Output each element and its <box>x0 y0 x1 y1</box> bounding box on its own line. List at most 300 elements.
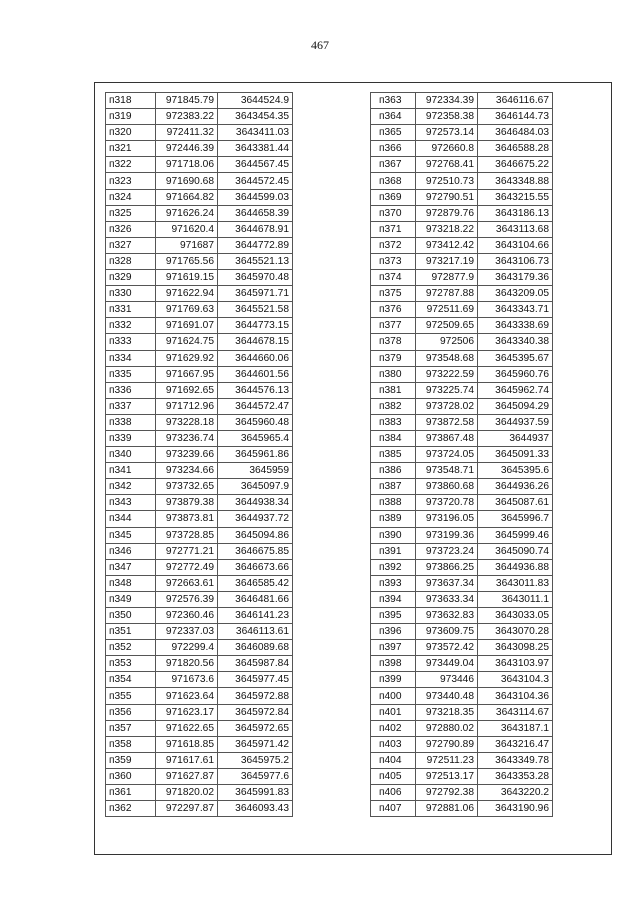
table-row <box>371 366 553 382</box>
point-id-cell: п337 <box>106 398 156 414</box>
x-coordinate-cell: 971617.61 <box>156 752 218 768</box>
table-row <box>106 109 293 125</box>
x-coordinate-cell: 973217.19 <box>416 253 478 269</box>
x-coordinate-cell: 972573.14 <box>416 125 478 141</box>
coordinates-table-left <box>105 92 293 817</box>
table-row <box>371 141 553 157</box>
y-coordinate-cell: 3643220.2 <box>478 785 553 801</box>
table-row <box>106 543 293 559</box>
y-coordinate-cell: 3645090.74 <box>478 543 553 559</box>
point-id-cell: п388 <box>371 495 416 511</box>
point-id-cell: п395 <box>371 608 416 624</box>
y-coordinate-cell: 3644936.26 <box>478 479 553 495</box>
point-id-cell: п362 <box>106 801 156 817</box>
point-id-cell: п378 <box>371 334 416 350</box>
x-coordinate-cell: 971820.56 <box>156 656 218 672</box>
point-id-cell: п353 <box>106 656 156 672</box>
x-coordinate-cell: 972509.65 <box>416 318 478 334</box>
point-id-cell: п401 <box>371 704 416 720</box>
table-row <box>106 591 293 607</box>
table-row <box>106 334 293 350</box>
x-coordinate-cell: 971664.82 <box>156 189 218 205</box>
table-row <box>106 189 293 205</box>
point-id-cell: п375 <box>371 286 416 302</box>
point-id-cell: п351 <box>106 624 156 640</box>
point-id-cell: п345 <box>106 527 156 543</box>
point-id-cell: п387 <box>371 479 416 495</box>
point-id-cell: п399 <box>371 672 416 688</box>
y-coordinate-cell: 3645972.88 <box>218 688 293 704</box>
y-coordinate-cell: 3643114.67 <box>478 704 553 720</box>
x-coordinate-cell: 973196.05 <box>416 511 478 527</box>
y-coordinate-cell: 3646673.66 <box>218 559 293 575</box>
x-coordinate-cell: 973572.42 <box>416 640 478 656</box>
y-coordinate-cell: 3643033.05 <box>478 608 553 624</box>
y-coordinate-cell: 3645991.83 <box>218 785 293 801</box>
point-id-cell: п367 <box>371 157 416 173</box>
point-id-cell: п341 <box>106 463 156 479</box>
y-coordinate-cell: 3643349.78 <box>478 752 553 768</box>
table-row <box>371 173 553 189</box>
point-id-cell: п390 <box>371 527 416 543</box>
point-id-cell: п339 <box>106 430 156 446</box>
y-coordinate-cell: 3644937.72 <box>218 511 293 527</box>
point-id-cell: п386 <box>371 463 416 479</box>
point-id-cell: п373 <box>371 253 416 269</box>
point-id-cell: п335 <box>106 366 156 382</box>
table-row <box>371 575 553 591</box>
table-row <box>371 157 553 173</box>
table-row <box>106 640 293 656</box>
y-coordinate-cell: 3645960.76 <box>478 366 553 382</box>
table-row <box>371 350 553 366</box>
x-coordinate-cell: 973860.68 <box>416 479 478 495</box>
table-row <box>106 237 293 253</box>
point-id-cell: п397 <box>371 640 416 656</box>
x-coordinate-cell: 972792.38 <box>416 785 478 801</box>
x-coordinate-cell: 971691.07 <box>156 318 218 334</box>
y-coordinate-cell: 3645970.48 <box>218 270 293 286</box>
table-row <box>371 93 553 109</box>
table-row <box>106 366 293 382</box>
table-row <box>106 173 293 189</box>
table-row <box>371 688 553 704</box>
point-id-cell: п372 <box>371 237 416 253</box>
y-coordinate-cell: 3643179.36 <box>478 270 553 286</box>
x-coordinate-cell: 972768.41 <box>416 157 478 173</box>
x-coordinate-cell: 972511.69 <box>416 302 478 318</box>
x-coordinate-cell: 972772.49 <box>156 559 218 575</box>
point-id-cell: п377 <box>371 318 416 334</box>
table-row <box>106 768 293 784</box>
x-coordinate-cell: 971820.02 <box>156 785 218 801</box>
y-coordinate-cell: 3643187.1 <box>478 720 553 736</box>
point-id-cell: п333 <box>106 334 156 350</box>
point-id-cell: п385 <box>371 447 416 463</box>
y-coordinate-cell: 3646093.43 <box>218 801 293 817</box>
x-coordinate-cell: 973723.24 <box>416 543 478 559</box>
x-coordinate-cell: 972663.61 <box>156 575 218 591</box>
y-coordinate-cell: 3646588.28 <box>478 141 553 157</box>
table-row <box>371 527 553 543</box>
x-coordinate-cell: 973872.58 <box>416 414 478 430</box>
table-row <box>371 720 553 736</box>
point-id-cell: п404 <box>371 752 416 768</box>
table-row <box>106 720 293 736</box>
table-row <box>106 125 293 141</box>
table-row <box>106 430 293 446</box>
table-body-left <box>106 93 293 817</box>
y-coordinate-cell: 3646116.67 <box>478 93 553 109</box>
point-id-cell: п376 <box>371 302 416 318</box>
y-coordinate-cell: 3644658.39 <box>218 205 293 221</box>
point-id-cell: п369 <box>371 189 416 205</box>
point-id-cell: п318 <box>106 93 156 109</box>
x-coordinate-cell: 971673.6 <box>156 672 218 688</box>
table-row <box>106 93 293 109</box>
point-id-cell: п330 <box>106 286 156 302</box>
x-coordinate-cell: 973632.83 <box>416 608 478 624</box>
x-coordinate-cell: 971690.68 <box>156 173 218 189</box>
y-coordinate-cell: 3645999.46 <box>478 527 553 543</box>
point-id-cell: п327 <box>106 237 156 253</box>
table-row <box>371 495 553 511</box>
table-row <box>371 270 553 286</box>
table-row <box>106 495 293 511</box>
point-id-cell: п405 <box>371 768 416 784</box>
coordinates-table-right <box>370 92 553 817</box>
point-id-cell: п365 <box>371 125 416 141</box>
table-row <box>371 430 553 446</box>
y-coordinate-cell: 3643340.38 <box>478 334 553 350</box>
point-id-cell: п342 <box>106 479 156 495</box>
table-row <box>106 350 293 366</box>
table-row <box>106 624 293 640</box>
table-row <box>371 752 553 768</box>
point-id-cell: п328 <box>106 253 156 269</box>
table-row <box>371 785 553 801</box>
x-coordinate-cell: 971765.56 <box>156 253 218 269</box>
table-row <box>106 801 293 817</box>
y-coordinate-cell: 3643381.44 <box>218 141 293 157</box>
y-coordinate-cell: 3643113.68 <box>478 221 553 237</box>
y-coordinate-cell: 3643103.97 <box>478 656 553 672</box>
table-row <box>106 302 293 318</box>
table-row <box>106 752 293 768</box>
table-row <box>371 334 553 350</box>
x-coordinate-cell: 972358.38 <box>416 109 478 125</box>
table-row <box>106 221 293 237</box>
y-coordinate-cell: 3644772.89 <box>218 237 293 253</box>
x-coordinate-cell: 971619.15 <box>156 270 218 286</box>
point-id-cell: п352 <box>106 640 156 656</box>
y-coordinate-cell: 3643098.25 <box>478 640 553 656</box>
x-coordinate-cell: 971845.79 <box>156 93 218 109</box>
point-id-cell: п321 <box>106 141 156 157</box>
point-id-cell: п326 <box>106 221 156 237</box>
table-row <box>106 608 293 624</box>
point-id-cell: п348 <box>106 575 156 591</box>
point-id-cell: п380 <box>371 366 416 382</box>
y-coordinate-cell: 3645087.61 <box>478 495 553 511</box>
x-coordinate-cell: 972299.4 <box>156 640 218 656</box>
y-coordinate-cell: 3644936.88 <box>478 559 553 575</box>
x-coordinate-cell: 973866.25 <box>416 559 478 575</box>
point-id-cell: п391 <box>371 543 416 559</box>
y-coordinate-cell: 3644601.56 <box>218 366 293 382</box>
table-row <box>371 109 553 125</box>
point-id-cell: п393 <box>371 575 416 591</box>
y-coordinate-cell: 3643106.73 <box>478 253 553 269</box>
point-id-cell: п370 <box>371 205 416 221</box>
table-row <box>106 688 293 704</box>
x-coordinate-cell: 971627.87 <box>156 768 218 784</box>
table-row <box>106 559 293 575</box>
point-id-cell: п389 <box>371 511 416 527</box>
table-row <box>371 253 553 269</box>
table-body-right <box>371 93 553 817</box>
x-coordinate-cell: 972334.39 <box>416 93 478 109</box>
table-row <box>106 736 293 752</box>
table-row <box>106 479 293 495</box>
x-coordinate-cell: 973609.75 <box>416 624 478 640</box>
point-id-cell: п368 <box>371 173 416 189</box>
x-coordinate-cell: 973879.38 <box>156 495 218 511</box>
x-coordinate-cell: 973449.04 <box>416 656 478 672</box>
x-coordinate-cell: 973720.78 <box>416 495 478 511</box>
table-row <box>371 801 553 817</box>
y-coordinate-cell: 3643104.3 <box>478 672 553 688</box>
table-row <box>371 125 553 141</box>
x-coordinate-cell: 971687 <box>156 237 218 253</box>
table-row <box>371 447 553 463</box>
y-coordinate-cell: 3645971.42 <box>218 736 293 752</box>
y-coordinate-cell: 3646141.23 <box>218 608 293 624</box>
y-coordinate-cell: 3645395.67 <box>478 350 553 366</box>
y-coordinate-cell: 3644576.13 <box>218 382 293 398</box>
x-coordinate-cell: 973446 <box>416 672 478 688</box>
y-coordinate-cell: 3644937 <box>478 430 553 446</box>
x-coordinate-cell: 973724.05 <box>416 447 478 463</box>
y-coordinate-cell: 3645965.4 <box>218 430 293 446</box>
x-coordinate-cell: 971623.17 <box>156 704 218 720</box>
x-coordinate-cell: 971618.85 <box>156 736 218 752</box>
y-coordinate-cell: 3644773.15 <box>218 318 293 334</box>
table-row <box>106 382 293 398</box>
y-coordinate-cell: 3645097.9 <box>218 479 293 495</box>
table-row <box>106 157 293 173</box>
x-coordinate-cell: 973412.42 <box>416 237 478 253</box>
x-coordinate-cell: 972511.23 <box>416 752 478 768</box>
x-coordinate-cell: 971629.92 <box>156 350 218 366</box>
table-row <box>106 141 293 157</box>
x-coordinate-cell: 971769.63 <box>156 302 218 318</box>
table-row <box>371 302 553 318</box>
y-coordinate-cell: 3645977.45 <box>218 672 293 688</box>
table-row <box>371 286 553 302</box>
y-coordinate-cell: 3646481.66 <box>218 591 293 607</box>
table-row <box>106 318 293 334</box>
y-coordinate-cell: 3645395.6 <box>478 463 553 479</box>
y-coordinate-cell: 3644572.47 <box>218 398 293 414</box>
x-coordinate-cell: 973728.02 <box>416 398 478 414</box>
x-coordinate-cell: 972790.89 <box>416 736 478 752</box>
table-row <box>371 414 553 430</box>
y-coordinate-cell: 3645971.71 <box>218 286 293 302</box>
y-coordinate-cell: 3643454.35 <box>218 109 293 125</box>
x-coordinate-cell: 973873.81 <box>156 511 218 527</box>
y-coordinate-cell: 3646089.68 <box>218 640 293 656</box>
x-coordinate-cell: 973548.68 <box>416 350 478 366</box>
x-coordinate-cell: 972510.73 <box>416 173 478 189</box>
y-coordinate-cell: 3645977.6 <box>218 768 293 784</box>
x-coordinate-cell: 971622.65 <box>156 720 218 736</box>
point-id-cell: п346 <box>106 543 156 559</box>
table-row <box>106 704 293 720</box>
point-id-cell: п364 <box>371 109 416 125</box>
x-coordinate-cell: 971667.95 <box>156 366 218 382</box>
y-coordinate-cell: 3643070.28 <box>478 624 553 640</box>
point-id-cell: п407 <box>371 801 416 817</box>
y-coordinate-cell: 3646675.22 <box>478 157 553 173</box>
y-coordinate-cell: 3644937.59 <box>478 414 553 430</box>
point-id-cell: п402 <box>371 720 416 736</box>
table-row <box>106 656 293 672</box>
y-coordinate-cell: 3646675.85 <box>218 543 293 559</box>
table-row <box>371 205 553 221</box>
point-id-cell: п347 <box>106 559 156 575</box>
table-row <box>371 768 553 784</box>
y-coordinate-cell: 3645960.48 <box>218 414 293 430</box>
y-coordinate-cell: 3645975.2 <box>218 752 293 768</box>
x-coordinate-cell: 972879.76 <box>416 205 478 221</box>
table-row <box>106 286 293 302</box>
point-id-cell: п340 <box>106 447 156 463</box>
y-coordinate-cell: 3643338.69 <box>478 318 553 334</box>
point-id-cell: п394 <box>371 591 416 607</box>
y-coordinate-cell: 3643011.1 <box>478 591 553 607</box>
y-coordinate-cell: 3644599.03 <box>218 189 293 205</box>
y-coordinate-cell: 3645959 <box>218 463 293 479</box>
x-coordinate-cell: 972513.17 <box>416 768 478 784</box>
y-coordinate-cell: 3645996.7 <box>478 511 553 527</box>
x-coordinate-cell: 973239.66 <box>156 447 218 463</box>
table-row <box>371 559 553 575</box>
x-coordinate-cell: 971712.96 <box>156 398 218 414</box>
page-number: 467 <box>311 38 329 52</box>
point-id-cell: п320 <box>106 125 156 141</box>
y-coordinate-cell: 3643343.71 <box>478 302 553 318</box>
table-row <box>371 704 553 720</box>
x-coordinate-cell: 971692.65 <box>156 382 218 398</box>
table-row <box>371 318 553 334</box>
x-coordinate-cell: 972880.02 <box>416 720 478 736</box>
x-coordinate-cell: 971620.4 <box>156 221 218 237</box>
point-id-cell: п358 <box>106 736 156 752</box>
point-id-cell: п324 <box>106 189 156 205</box>
y-coordinate-cell: 3643209.05 <box>478 286 553 302</box>
point-id-cell: п325 <box>106 205 156 221</box>
x-coordinate-cell: 973228.18 <box>156 414 218 430</box>
x-coordinate-cell: 972506 <box>416 334 478 350</box>
table-row <box>371 736 553 752</box>
y-coordinate-cell: 3645521.13 <box>218 253 293 269</box>
y-coordinate-cell: 3644678.15 <box>218 334 293 350</box>
x-coordinate-cell: 973548.71 <box>416 463 478 479</box>
x-coordinate-cell: 972660.8 <box>416 141 478 157</box>
y-coordinate-cell: 3643186.13 <box>478 205 553 221</box>
table-row <box>106 785 293 801</box>
x-coordinate-cell: 971622.94 <box>156 286 218 302</box>
point-id-cell: п357 <box>106 720 156 736</box>
x-coordinate-cell: 972297.87 <box>156 801 218 817</box>
y-coordinate-cell: 3643216.47 <box>478 736 553 752</box>
y-coordinate-cell: 3645094.86 <box>218 527 293 543</box>
y-coordinate-cell: 3644660.06 <box>218 350 293 366</box>
point-id-cell: п343 <box>106 495 156 511</box>
x-coordinate-cell: 973225.74 <box>416 382 478 398</box>
point-id-cell: п381 <box>371 382 416 398</box>
y-coordinate-cell: 3646144.73 <box>478 109 553 125</box>
point-id-cell: п344 <box>106 511 156 527</box>
x-coordinate-cell: 972446.39 <box>156 141 218 157</box>
y-coordinate-cell: 3644678.91 <box>218 221 293 237</box>
x-coordinate-cell: 971626.24 <box>156 205 218 221</box>
point-id-cell: п336 <box>106 382 156 398</box>
point-id-cell: п406 <box>371 785 416 801</box>
y-coordinate-cell: 3644567.45 <box>218 157 293 173</box>
y-coordinate-cell: 3645094.29 <box>478 398 553 414</box>
table-row <box>371 511 553 527</box>
x-coordinate-cell: 973633.34 <box>416 591 478 607</box>
point-id-cell: п350 <box>106 608 156 624</box>
point-id-cell: п400 <box>371 688 416 704</box>
x-coordinate-cell: 971624.75 <box>156 334 218 350</box>
y-coordinate-cell: 3644524.9 <box>218 93 293 109</box>
x-coordinate-cell: 973199.36 <box>416 527 478 543</box>
point-id-cell: п366 <box>371 141 416 157</box>
point-id-cell: п331 <box>106 302 156 318</box>
x-coordinate-cell: 972881.06 <box>416 801 478 817</box>
y-coordinate-cell: 3643215.55 <box>478 189 553 205</box>
table-row <box>371 543 553 559</box>
table-row <box>106 511 293 527</box>
y-coordinate-cell: 3645521.58 <box>218 302 293 318</box>
point-id-cell: п392 <box>371 559 416 575</box>
point-id-cell: п329 <box>106 270 156 286</box>
y-coordinate-cell: 3645972.84 <box>218 704 293 720</box>
point-id-cell: п338 <box>106 414 156 430</box>
y-coordinate-cell: 3643104.66 <box>478 237 553 253</box>
point-id-cell: п371 <box>371 221 416 237</box>
y-coordinate-cell: 3643348.88 <box>478 173 553 189</box>
y-coordinate-cell: 3645972.65 <box>218 720 293 736</box>
point-id-cell: п359 <box>106 752 156 768</box>
y-coordinate-cell: 3646585.42 <box>218 575 293 591</box>
y-coordinate-cell: 3643190.96 <box>478 801 553 817</box>
point-id-cell: п403 <box>371 736 416 752</box>
point-id-cell: п379 <box>371 350 416 366</box>
y-coordinate-cell: 3643411.03 <box>218 125 293 141</box>
table-row <box>371 237 553 253</box>
point-id-cell: п332 <box>106 318 156 334</box>
x-coordinate-cell: 971623.64 <box>156 688 218 704</box>
x-coordinate-cell: 972787.88 <box>416 286 478 302</box>
point-id-cell: п383 <box>371 414 416 430</box>
point-id-cell: п354 <box>106 672 156 688</box>
y-coordinate-cell: 3643353.28 <box>478 768 553 784</box>
point-id-cell: п322 <box>106 157 156 173</box>
